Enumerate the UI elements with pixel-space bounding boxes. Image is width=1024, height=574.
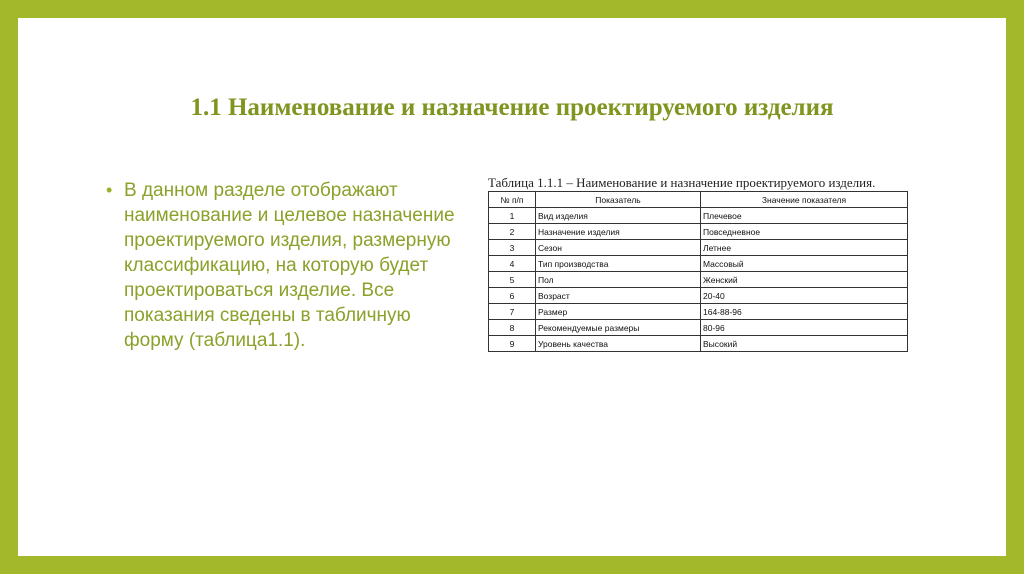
- row-value: 20-40: [701, 288, 908, 304]
- row-number: 9: [489, 336, 536, 352]
- row-value: 164-88-96: [701, 304, 908, 320]
- slide-title: 1.1 Наименование и назначение проектируемого изделия: [190, 94, 834, 121]
- row-number: 7: [489, 304, 536, 320]
- specification-table: [488, 191, 908, 352]
- header-value: Значение показателя: [701, 192, 908, 208]
- table-row: [489, 240, 908, 256]
- row-value: Массовый: [701, 256, 908, 272]
- table-row: [489, 256, 908, 272]
- table-row: [489, 336, 908, 352]
- row-indicator: Тип производства: [536, 256, 701, 272]
- row-value: Плечевое: [701, 208, 908, 224]
- row-indicator: Сезон: [536, 240, 701, 256]
- row-number: 2: [489, 224, 536, 240]
- bullet-text: В данном разделе отображают наименование и целевое назначение проектируемого изделия, размерную классификацию, на которую будет проектироваться изделие. Все показания сведены в табличную форму (таблица1.1).: [124, 180, 455, 351]
- row-indicator: Назначение изделия: [536, 224, 701, 240]
- table-row: [489, 288, 908, 304]
- row-number: 3: [489, 240, 536, 256]
- row-indicator: Пол: [536, 272, 701, 288]
- row-number: 8: [489, 320, 536, 336]
- bullet-symbol: •: [106, 180, 113, 200]
- header-indicator: Показатель: [536, 192, 701, 208]
- row-number: 6: [489, 288, 536, 304]
- table-row: [489, 208, 908, 224]
- row-indicator: Рекомендуемые размеры: [536, 320, 701, 336]
- row-indicator: Вид изделия: [536, 208, 701, 224]
- header-number: № п/п: [489, 192, 536, 208]
- row-value: Женский: [701, 272, 908, 288]
- row-number: 5: [489, 272, 536, 288]
- row-number: 4: [489, 256, 536, 272]
- row-indicator: Уровень качества: [536, 336, 701, 352]
- table-row: [489, 304, 908, 320]
- row-number: 1: [489, 208, 536, 224]
- row-indicator: Размер: [536, 304, 701, 320]
- table-row: [489, 272, 908, 288]
- bullet-list: [106, 178, 466, 353]
- table-header-row: [489, 192, 908, 208]
- row-value: Высокий: [701, 336, 908, 352]
- row-value: Повседневное: [701, 224, 908, 240]
- table-caption: Таблица 1.1.1 – Наименование и назначение проектируемого изделия.: [488, 175, 876, 190]
- row-value: 80-96: [701, 320, 908, 336]
- table-row: [489, 224, 908, 240]
- table-row: [489, 320, 908, 336]
- row-indicator: Возраст: [536, 288, 701, 304]
- row-value: Летнее: [701, 240, 908, 256]
